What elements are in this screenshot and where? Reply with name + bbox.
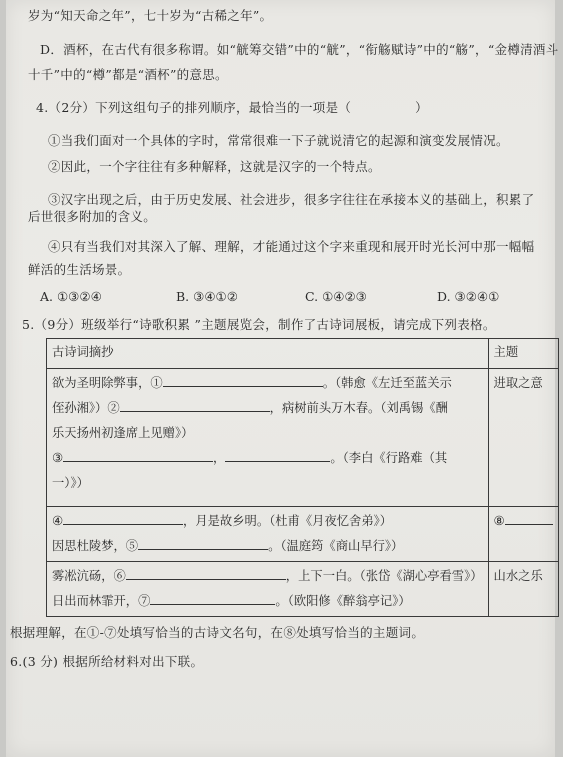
blank-6[interactable] <box>126 565 286 580</box>
blank-4[interactable] <box>63 510 183 525</box>
blank-2[interactable] <box>120 397 270 412</box>
sentence-4: ④只有当我们对其深入了解、理解，才能通过这个字来重现和展开时光长河中那一幅幅 <box>48 239 535 254</box>
poem-table <box>46 338 559 617</box>
text-line: D．酒杯，在古代有很多称谓。如“觥筹交错”中的“觥”，“衔觞赋诗”中的“觞”，“金樽清酒斗 <box>40 42 559 57</box>
blank-7[interactable] <box>150 590 275 605</box>
option-c: C. ①④②③ <box>305 289 367 304</box>
sentence-3: ③汉字出现之后，由于历史发展、社会进步，很多字往往在承接本义的基础上，积累了 <box>48 192 535 207</box>
header-theme: 主题 <box>488 339 558 369</box>
blank-3b[interactable] <box>225 447 330 462</box>
text-line: 岁为“知天命之年”，七十岁为“古稀之年”。 <box>28 8 273 23</box>
exam-page <box>6 0 559 757</box>
blank-3a[interactable] <box>63 447 213 462</box>
group-1-cell: 欲为圣明除弊事，① 。（韩愈《左迁至蓝关示 侄孙湘》）② ，病树前头万木春。（刘禹锡《酬 乐天扬州初逢席上见赠》） ③ ， 。（李白《行路难（其 一）》） <box>47 369 489 507</box>
option-a: A. ①③②④ <box>40 289 102 304</box>
instruction-note: 根据理解，在①-⑦处填写恰当的古诗文名句，在⑧处填写恰当的主题词。 <box>10 625 425 640</box>
blank-8[interactable] <box>505 510 553 525</box>
question-5-stem: 5.（9分）班级举行“诗歌积累 ”主题展览会，制作了古诗词展板，请完成下列表格。 <box>22 317 496 332</box>
group-3-cell: 雾凇沆砀，⑥ ，上下一白。（张岱《湖心亭看雪》） 日出而林霏开，⑦ 。（欧阳修《醉翁亭记》） <box>47 562 489 617</box>
sentence-4-cont: 鲜活的生活场景。 <box>28 262 131 277</box>
option-d: D. ③②④① <box>437 289 500 304</box>
blank-5[interactable] <box>138 535 268 550</box>
question-6-stem: 6.(3 分) 根据所给材料对出下联。 <box>10 654 204 669</box>
option-b: B. ③④①② <box>176 289 238 304</box>
theme-2-cell: ⑧ <box>488 507 558 562</box>
question-4-stem: 4.（2分）下列这组句子的排列顺序，最恰当的一项是（ ） <box>36 100 428 115</box>
header-poems: 古诗词摘抄 <box>47 339 489 369</box>
group-2-cell: ④ ，月是故乡明。（杜甫《月夜忆舍弟》） 因思杜陵梦，⑤ 。（温庭筠《商山早行》） <box>47 507 489 562</box>
sentence-2: ②因此，一个字往往有多种解释，这就是汉字的一个特点。 <box>48 159 381 174</box>
sentence-3-cont: 后世很多附加的含义。 <box>28 209 157 224</box>
theme-3-cell: 山水之乐 <box>488 562 558 617</box>
text-line: 十千”中的“樽”都是“酒杯”的意思。 <box>28 67 228 82</box>
sentence-1: ①当我们面对一个具体的字时，常常很难一下子就说清它的起源和演变发展情况。 <box>48 133 509 148</box>
blank-1[interactable] <box>163 372 323 387</box>
theme-1-cell: 进取之意 <box>488 369 558 507</box>
